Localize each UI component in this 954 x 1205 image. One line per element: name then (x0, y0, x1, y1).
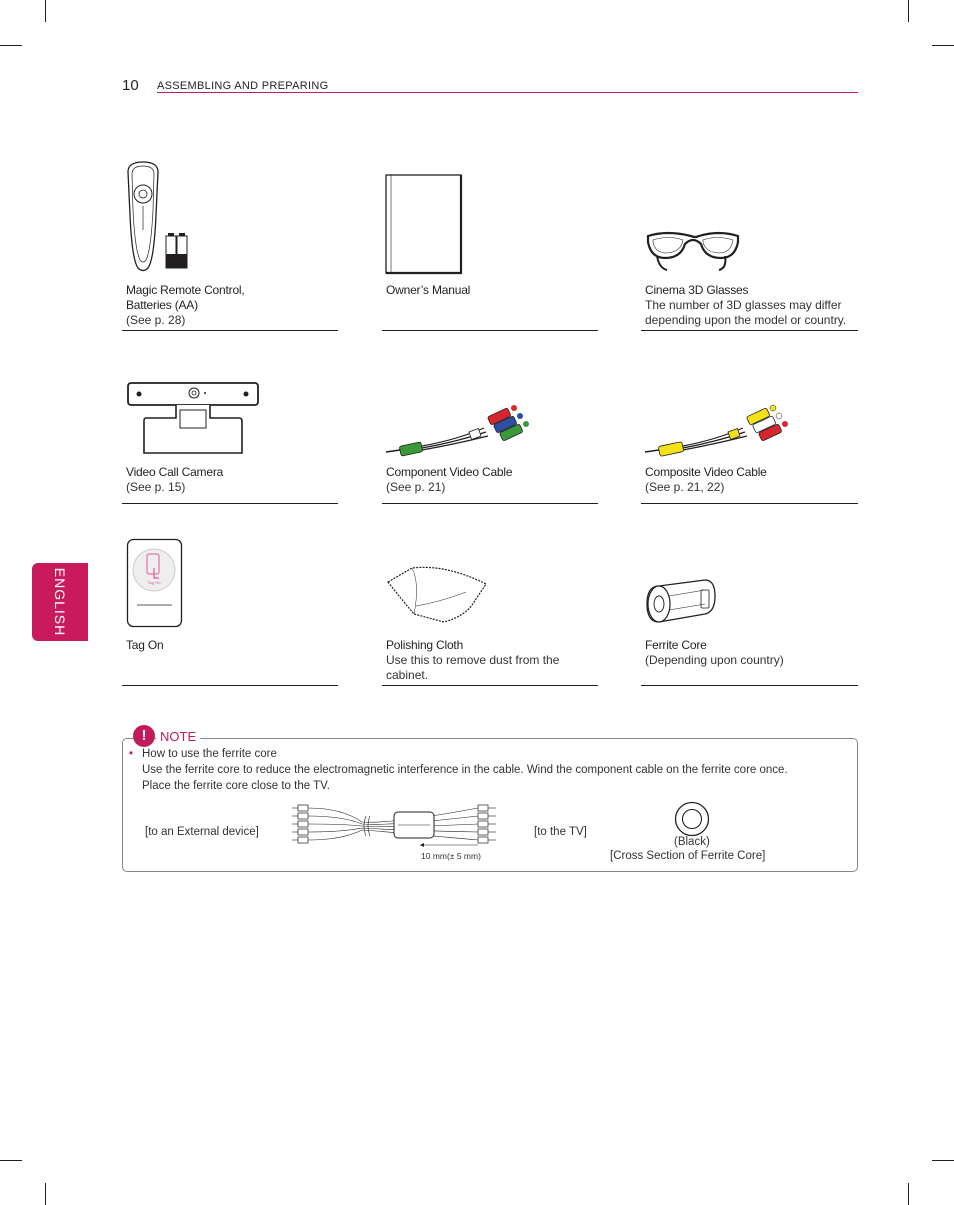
item-subtitle: (See p. 28) (126, 313, 186, 327)
item-caption (126, 638, 340, 653)
polishing-cloth-illustration (386, 562, 494, 626)
item-title: Tag On (126, 638, 164, 652)
cross-section-label: [Cross Section of Ferrite Core] (610, 850, 766, 862)
item-subtitle: The number of 3D glasses may differ depending upon the model or country. (645, 298, 847, 327)
crop-mark (908, 0, 909, 22)
note-bullet: • (129, 748, 134, 760)
crop-mark (45, 1183, 46, 1205)
owners-manual-illustration (385, 174, 465, 276)
item-subtitle: (See p. 21) (386, 480, 446, 494)
magic-remote-illustration (126, 160, 196, 275)
ferrite-winding-diagram (292, 802, 502, 854)
item-subtitle: Use this to remove dust from the cabinet. (386, 653, 560, 682)
note-line: Place the ferrite core close to the TV. (142, 780, 330, 792)
black-label: (Black) (674, 836, 710, 848)
crop-mark (0, 45, 22, 46)
item-divider (122, 330, 338, 331)
item-subtitle: (Depending upon country) (645, 653, 784, 667)
exclamation-icon: ! (133, 725, 155, 747)
crop-mark (932, 45, 954, 46)
crop-mark (932, 1160, 954, 1161)
note-label: NOTE (156, 729, 200, 744)
cinema-3d-glasses-illustration (645, 228, 741, 274)
note-line: Use the ferrite core to reduce the electromagnetic interference in the cable. Wind the component cable on the ferrite core once. (142, 764, 788, 776)
item-divider (382, 330, 598, 331)
video-call-camera-illustration (126, 380, 262, 460)
item-divider (122, 503, 338, 504)
component-video-cable-illustration (386, 400, 536, 460)
ferrite-cross-section-icon (674, 801, 710, 837)
language-tab-label: ENGLISH (52, 567, 68, 637)
item-title: Composite Video Cable (645, 465, 767, 479)
item-title: Magic Remote Control, (126, 283, 245, 297)
item-title: Video Call Camera (126, 465, 224, 479)
item-caption (645, 283, 859, 328)
item-divider (641, 330, 858, 331)
item-caption (126, 465, 340, 495)
crop-mark (908, 1183, 909, 1205)
item-title: Owner’s Manual (386, 283, 471, 297)
item-divider (382, 503, 598, 504)
section-title: ASSEMBLING AND PREPARING (157, 80, 329, 92)
note-line: How to use the ferrite core (142, 748, 277, 760)
measurement-label: 10 mm(± 5 mm) (421, 851, 481, 861)
item-caption (645, 638, 859, 668)
crop-mark (45, 0, 46, 22)
item-caption (386, 283, 600, 298)
item-title: Component Video Cable (386, 465, 513, 479)
to-tv-label: [to the TV] (534, 826, 587, 838)
header-rule (157, 92, 858, 93)
tag-on-glyph-label: Tag On (147, 580, 161, 585)
item-divider (122, 685, 338, 686)
item-caption (126, 283, 340, 328)
item-divider (641, 685, 858, 686)
item-title: Ferrite Core (645, 638, 707, 652)
external-device-label: [to an External device] (145, 826, 259, 838)
ferrite-core-illustration (645, 576, 719, 626)
item-title: Batteries (AA) (126, 298, 198, 312)
composite-video-cable-illustration (645, 400, 795, 460)
item-subtitle: (See p. 15) (126, 480, 186, 494)
item-divider (382, 685, 598, 686)
item-caption (386, 465, 600, 495)
item-divider (641, 503, 858, 504)
page-number: 10 (122, 77, 139, 94)
tag-on-illustration (126, 538, 186, 630)
item-caption (645, 465, 859, 495)
item-title: Cinema 3D Glasses (645, 283, 749, 297)
language-tab (32, 563, 88, 641)
item-caption (386, 638, 600, 683)
item-title: Polishing Cloth (386, 638, 464, 652)
item-subtitle: (See p. 21, 22) (645, 480, 725, 494)
crop-mark (0, 1160, 22, 1161)
